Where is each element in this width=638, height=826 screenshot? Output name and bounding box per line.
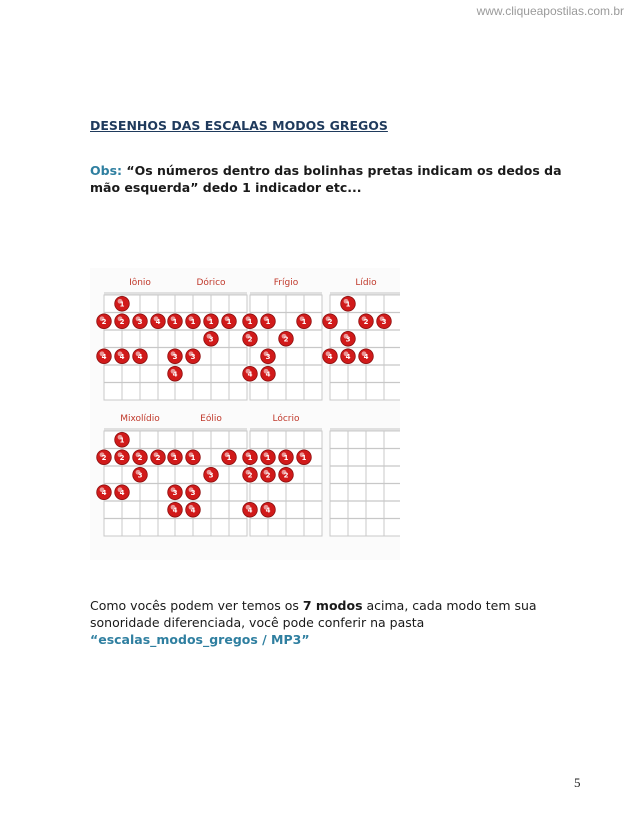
diagram-title: Eólio: [200, 414, 222, 424]
finger-number: 4: [119, 488, 125, 497]
finger-number: 1: [345, 300, 351, 309]
finger-dot: [243, 450, 258, 465]
paragraph-text-after: acima, cada modo tem sua sonoridade diferenciada, você pode conferir na pasta: [90, 598, 537, 630]
site-watermark: www.cliqueapostilas.com.br: [476, 4, 624, 18]
finger-dot: [323, 349, 338, 364]
finger-number: 2: [283, 471, 289, 480]
scale-diagrams-svg: [90, 268, 400, 560]
finger-dot: [115, 349, 130, 364]
finger-number: 1: [172, 317, 178, 326]
diagram-title: Mixolídio: [120, 414, 160, 424]
observation-text: “Os números dentro das bolinhas pretas indicam os dedos da mão esquerda” dedo 1 indicador etc...: [90, 163, 562, 195]
finger-dot: [168, 349, 183, 364]
finger-dot: [133, 450, 148, 465]
finger-dot: [186, 349, 201, 364]
finger-number: 4: [363, 352, 369, 361]
finger-dot: [168, 485, 183, 500]
finger-dot: [204, 314, 219, 329]
finger-dot: [204, 467, 219, 482]
finger-number: 1: [119, 300, 125, 309]
finger-number: 2: [155, 453, 161, 462]
observation-note: [90, 162, 570, 196]
finger-number: 3: [137, 471, 143, 480]
finger-dot: [261, 366, 276, 381]
finger-dot: [341, 331, 356, 346]
finger-dot: [115, 314, 130, 329]
finger-number: 2: [363, 317, 369, 326]
diagram-title: Iônio: [129, 278, 151, 288]
observation-label: Obs:: [90, 163, 123, 178]
finger-number: 4: [155, 317, 161, 326]
finger-number: 1: [247, 453, 253, 462]
finger-dot: [97, 349, 112, 364]
finger-dot: [243, 467, 258, 482]
finger-number: 3: [208, 335, 214, 344]
finger-number: 4: [172, 506, 178, 515]
finger-dot: [115, 485, 130, 500]
finger-dot: [261, 349, 276, 364]
finger-number: 1: [208, 317, 214, 326]
finger-dot: [97, 450, 112, 465]
finger-dot: [151, 450, 166, 465]
paragraph-modes-count: 7 modos: [302, 598, 363, 613]
finger-number: 2: [327, 317, 333, 326]
finger-number: 4: [172, 370, 178, 379]
finger-number: 2: [283, 335, 289, 344]
finger-number: 4: [265, 370, 271, 379]
finger-dot: [133, 349, 148, 364]
finger-dot: [168, 314, 183, 329]
finger-number: 3: [208, 471, 214, 480]
finger-number: 3: [172, 488, 178, 497]
finger-dot: [243, 502, 258, 517]
finger-dot: [186, 485, 201, 500]
finger-number: 2: [137, 453, 143, 462]
scale-diagrams: [90, 268, 400, 560]
finger-dot: [222, 314, 237, 329]
modes-paragraph: [90, 597, 570, 648]
page-heading: DESENHOS DAS ESCALAS MODOS GREGOS: [90, 118, 388, 133]
finger-number: 1: [283, 453, 289, 462]
diagram-title: Frígio: [273, 278, 299, 288]
finger-dot: [341, 296, 356, 311]
finger-number: 1: [265, 317, 271, 326]
scale-diagram: [97, 414, 176, 536]
finger-dot: [297, 450, 312, 465]
finger-dot: [133, 314, 148, 329]
finger-dot: [186, 502, 201, 517]
finger-number: 4: [190, 506, 196, 515]
finger-number: 3: [381, 317, 387, 326]
finger-dot: [279, 467, 294, 482]
finger-number: 2: [265, 471, 271, 480]
mp3-folder-path: “escalas_modos_gregos / MP3”: [90, 632, 310, 647]
scale-diagram: [330, 428, 400, 536]
finger-number: 4: [137, 352, 143, 361]
finger-number: 2: [247, 471, 253, 480]
finger-dot: [151, 314, 166, 329]
finger-number: 1: [226, 317, 232, 326]
finger-dot: [133, 467, 148, 482]
finger-dot: [297, 314, 312, 329]
diagram-title: Dórico: [196, 278, 226, 288]
finger-dot: [359, 349, 374, 364]
finger-dot: [243, 366, 258, 381]
finger-number: 1: [190, 453, 196, 462]
finger-dot: [115, 432, 130, 447]
scale-diagram: [168, 413, 247, 536]
paragraph-text-before: Como vocês podem ver temos os: [90, 598, 303, 613]
scale-diagram: [243, 413, 322, 536]
finger-number: 1: [247, 317, 253, 326]
finger-number: 1: [301, 453, 307, 462]
finger-number: 4: [101, 488, 107, 497]
finger-dot: [115, 450, 130, 465]
finger-number: 4: [101, 352, 107, 361]
diagram-title: Lídio: [355, 278, 377, 288]
finger-dot: [377, 314, 392, 329]
finger-number: 3: [190, 488, 196, 497]
finger-number: 1: [172, 453, 178, 462]
finger-number: 4: [247, 506, 253, 515]
scale-diagram: [97, 277, 176, 400]
finger-dot: [222, 450, 237, 465]
finger-number: 2: [101, 317, 107, 326]
finger-dot: [279, 331, 294, 346]
finger-dot: [168, 366, 183, 381]
finger-number: 4: [265, 506, 271, 515]
finger-dot: [168, 502, 183, 517]
finger-number: 1: [226, 453, 232, 462]
finger-dot: [359, 314, 374, 329]
finger-number: 3: [345, 335, 351, 344]
finger-number: 3: [137, 317, 143, 326]
finger-number: 4: [327, 352, 333, 361]
finger-number: 2: [119, 453, 125, 462]
finger-dot: [261, 467, 276, 482]
finger-number: 1: [190, 317, 196, 326]
finger-dot: [261, 314, 276, 329]
finger-number: 1: [265, 453, 271, 462]
finger-dot: [168, 450, 183, 465]
finger-number: 4: [247, 370, 253, 379]
finger-number: 2: [247, 335, 253, 344]
finger-number: 4: [119, 352, 125, 361]
finger-dot: [341, 349, 356, 364]
finger-dot: [243, 331, 258, 346]
finger-number: 1: [119, 436, 125, 445]
finger-number: 2: [119, 317, 125, 326]
finger-dot: [97, 485, 112, 500]
finger-dot: [243, 314, 258, 329]
scale-diagram: [168, 277, 247, 400]
finger-dot: [204, 331, 219, 346]
scale-diagram: [243, 278, 322, 400]
finger-number: 2: [101, 453, 107, 462]
finger-dot: [97, 314, 112, 329]
finger-number: 3: [190, 352, 196, 361]
finger-dot: [186, 314, 201, 329]
finger-dot: [279, 450, 294, 465]
page-number: 5: [574, 775, 581, 790]
finger-number: 4: [345, 352, 351, 361]
finger-dot: [323, 314, 338, 329]
finger-number: 3: [265, 352, 271, 361]
finger-dot: [261, 450, 276, 465]
scale-diagram: [323, 278, 400, 400]
finger-number: 1: [301, 317, 307, 326]
finger-number: 3: [172, 352, 178, 361]
finger-dot: [186, 450, 201, 465]
finger-dot: [115, 296, 130, 311]
diagram-title: Lócrio: [272, 414, 300, 424]
finger-dot: [261, 502, 276, 517]
